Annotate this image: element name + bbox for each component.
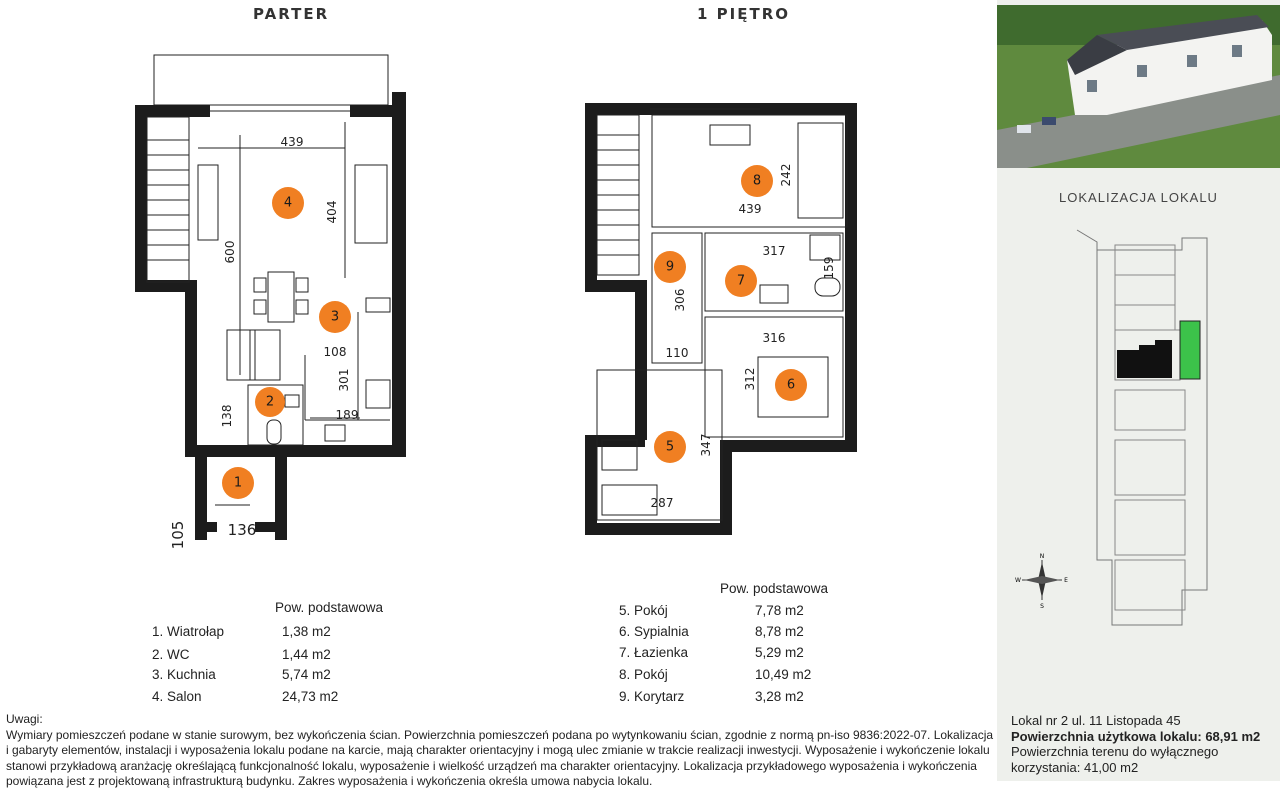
room-name: 4. Salon [152,689,202,704]
room-marker-5 [654,431,686,463]
area-table-header: Pow. podstawowa [720,581,829,596]
site-map [997,220,1280,640]
land-area-highlight [1180,321,1200,379]
wall [255,522,285,532]
unit-address: Lokal nr 2 ul. 11 Listopada 45 [1011,713,1181,728]
svg-text:6: 6 [786,377,796,393]
toilet [267,420,281,444]
svg-text:5: 5 [665,439,675,455]
svg-text:7: 7 [736,273,746,289]
toilet [815,278,840,296]
bathroom-sink [760,285,788,303]
dim-label: 600 [223,240,237,264]
svg-text:8: 8 [752,173,762,189]
first-floor-plan [580,95,870,545]
ground-floor-title: PARTER [253,5,330,23]
svg-text:4: 4 [283,195,293,211]
dim-label: 189 [335,408,359,422]
notes [6,712,996,790]
aerial-rendering-image [997,5,1280,168]
room-marker-2 [255,387,285,417]
room-area: 10,49 m2 [755,667,812,682]
location-panel [997,0,1280,781]
svg-text:N: N [1039,553,1045,560]
room-name: 8. Pokój [619,667,668,682]
room-name: 9. Korytarz [619,689,685,704]
room-area: 1,44 m2 [282,647,331,662]
shower [810,235,840,260]
room-marker-7 [725,265,757,297]
room-marker-3 [319,301,351,333]
room-area: 7,78 m2 [755,603,804,618]
terrace-outline [154,55,388,105]
room-area: 8,78 m2 [755,624,804,639]
room-area: 3,28 m2 [755,689,804,704]
room-name: 1. Wiatrołap [152,624,225,639]
dim-label: 105 [169,520,187,550]
oven [366,380,390,408]
wall [350,105,398,117]
compass-icon [1015,553,1068,610]
location-title: LOKALIZACJA LOKALU [1059,190,1218,205]
svg-text:1: 1 [233,475,243,491]
area-table-header: Pow. podstawowa [275,600,384,615]
dim-label: 347 [699,433,713,457]
wall [135,105,210,117]
staircase [147,117,189,282]
staircase [597,115,639,275]
dim-label: 108 [323,345,347,359]
dining-table [254,272,308,322]
room-marker-9 [654,251,686,283]
dim-label: 316 [762,331,786,345]
room-name: 5. Pokój [619,603,668,618]
wall [185,445,395,457]
dim-label: 306 [673,288,687,312]
wall [392,92,406,457]
cooktop [366,298,390,312]
room-name: 7. Łazienka [619,645,689,660]
wall [135,105,147,290]
notes-text: Wymiary pomieszczeń podane w stanie surowym, bez wykończenia ścian. Powierzchnia pomieszczeń podana po wytynkowaniu ścian, zgodnie z normą pn-iso 9836:2022-07. Lokalizacja i gabaryty elementów, instalacji i wyposażenia lokalu podane na karcie, mają charakter orientacyjny i mogą ulec zmianie w trakcie realizacji inwestycji. Wyposażenie i wykończenie lokalu stanowi przykładową aranżację określającą funkcjonalność lokalu, wyposażenie i wielkość urządzeń ma charakter orientacyjny. Lokalizacja przykładowego wyposażenia i wykończenia powiązana jest z projektowaną infrastrukturą budynku. Zakres wyposażenia i wykończenia określa umowa nabycia lokalu. [6,727,994,788]
room-name: 6. Sypialnia [619,624,689,639]
room-area: 5,29 m2 [755,645,804,660]
svg-text:9: 9 [665,259,675,275]
dim-label: 312 [743,367,757,391]
dim-label: 138 [220,404,234,428]
dim-label: 439 [280,135,304,149]
svg-text:S: S [1040,603,1044,610]
wc-sink [285,395,299,407]
bed [602,485,657,515]
room-area: 1,38 m2 [282,624,331,639]
dim-label: 404 [325,200,339,224]
dim-label: 317 [762,244,786,258]
dim-label: 242 [779,163,793,187]
land-area: Powierzchnia terenu do wyłącznego korzystania: 41,00 m2 [1011,744,1219,775]
dim-label: 159 [822,256,836,280]
desk [710,125,750,145]
bed [798,123,843,218]
dim-label: 439 [738,202,762,216]
svg-text:E: E [1064,577,1068,584]
room-name: 2. WC [152,647,190,662]
dim-label: 136 [227,521,257,539]
dim-label: 287 [650,496,674,510]
sofa [355,165,387,243]
room-name: 3. Kuchnia [152,667,216,682]
wall [185,280,197,455]
room-marker-6 [775,369,807,401]
ground-floor-plan [130,50,420,550]
notes-label: Uwagi: [6,712,43,726]
svg-text:3: 3 [330,309,340,325]
usable-area: Powierzchnia użytkowa lokalu: 68,91 m2 [1011,728,1261,744]
unit-info [1011,713,1276,775]
kitchen-sink [325,425,345,441]
room-marker-4 [272,187,304,219]
wall [195,522,217,532]
first-floor-title: 1 PIĘTRO [697,5,791,23]
room-area: 24,73 m2 [282,689,339,704]
svg-text:2: 2 [265,394,275,410]
dim-label: 110 [665,346,689,360]
room-area: 5,74 m2 [282,667,331,682]
room-marker-8 [741,165,773,197]
room-marker-1 [222,467,254,499]
wardrobe [198,165,218,240]
dim-label: 301 [337,368,351,392]
svg-text:W: W [1015,577,1021,584]
